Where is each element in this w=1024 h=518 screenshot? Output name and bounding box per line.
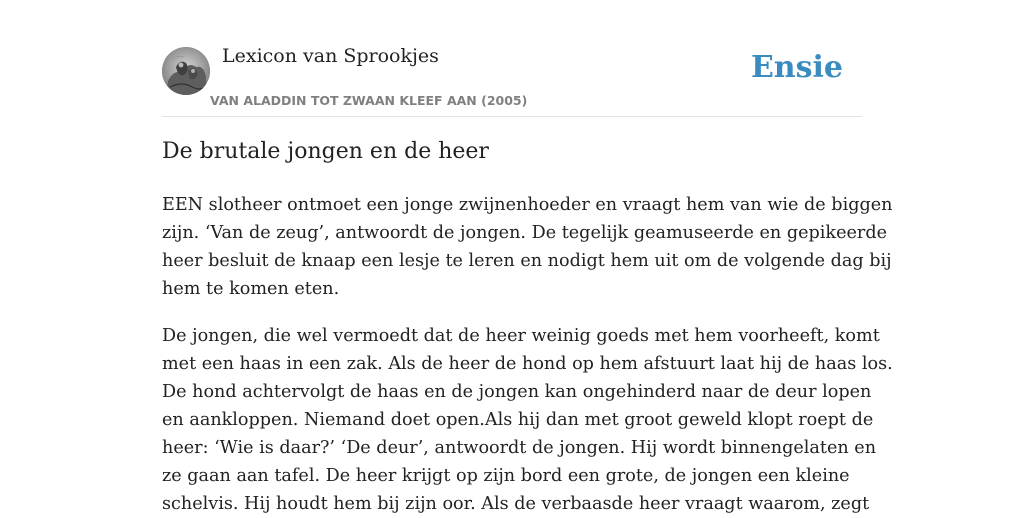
text-line: De jongen, die wel vermoedt dat de heer weinig goeds met hem voorheeft, komt [162,326,880,346]
text-line: hem te komen eten. [162,279,340,299]
text-line: ze gaan aan tafel. De heer krijgt op zijn bord een grote, de jongen een kleine [162,466,850,486]
text-line: heer: ‘Wie is daar?’ ‘De deur’, antwoordt de jongen. Hij wordt binnengelaten en [162,438,877,458]
paragraph [162,191,893,303]
book-header [162,0,862,117]
page [162,0,893,514]
text-line: De hond achtervolgt de haas en de jongen kan ongehinderd naar de deur lopen [162,382,872,402]
ensie-logo-link[interactable]: Ensie [750,50,843,85]
text-line: en aankloppen. Niemand doet open.Als hij dan met groot geweld klopt roept de [162,410,874,430]
book-title-link[interactable]: Lexicon van Sprookjes [222,45,439,67]
entry-body [162,191,893,518]
entry-title: De brutale jongen en de heer [162,139,489,164]
paragraph-spacing [162,303,862,322]
book-cover-thumbnail[interactable] [162,47,210,95]
text-line: schelvis. Hij houdt hem bij zijn oor. Als de verbaasde heer vraagt waarom, zegt [162,494,870,514]
book-subtitle: VAN ALADDIN TOT ZWAAN KLEEF AAN (2005) [210,93,528,108]
text-line: zijn. ‘Van de zeug’, antwoordt de jongen. De tegelijk geamuseerde en gepikeerde [162,223,887,243]
text-line: met een haas in een zak. Als de heer de hond op hem afstuurt laat hij de haas los. [162,354,893,374]
paragraph [162,322,893,518]
text-line: heer besluit de knaap een lesje te leren en nodigt hem uit om de volgende dag bij [162,251,892,271]
text-line: EEN slotheer ontmoet een jonge zwijnenhoeder en vraagt hem van wie de biggen [162,195,893,215]
engraving-illustration-icon [162,47,210,95]
